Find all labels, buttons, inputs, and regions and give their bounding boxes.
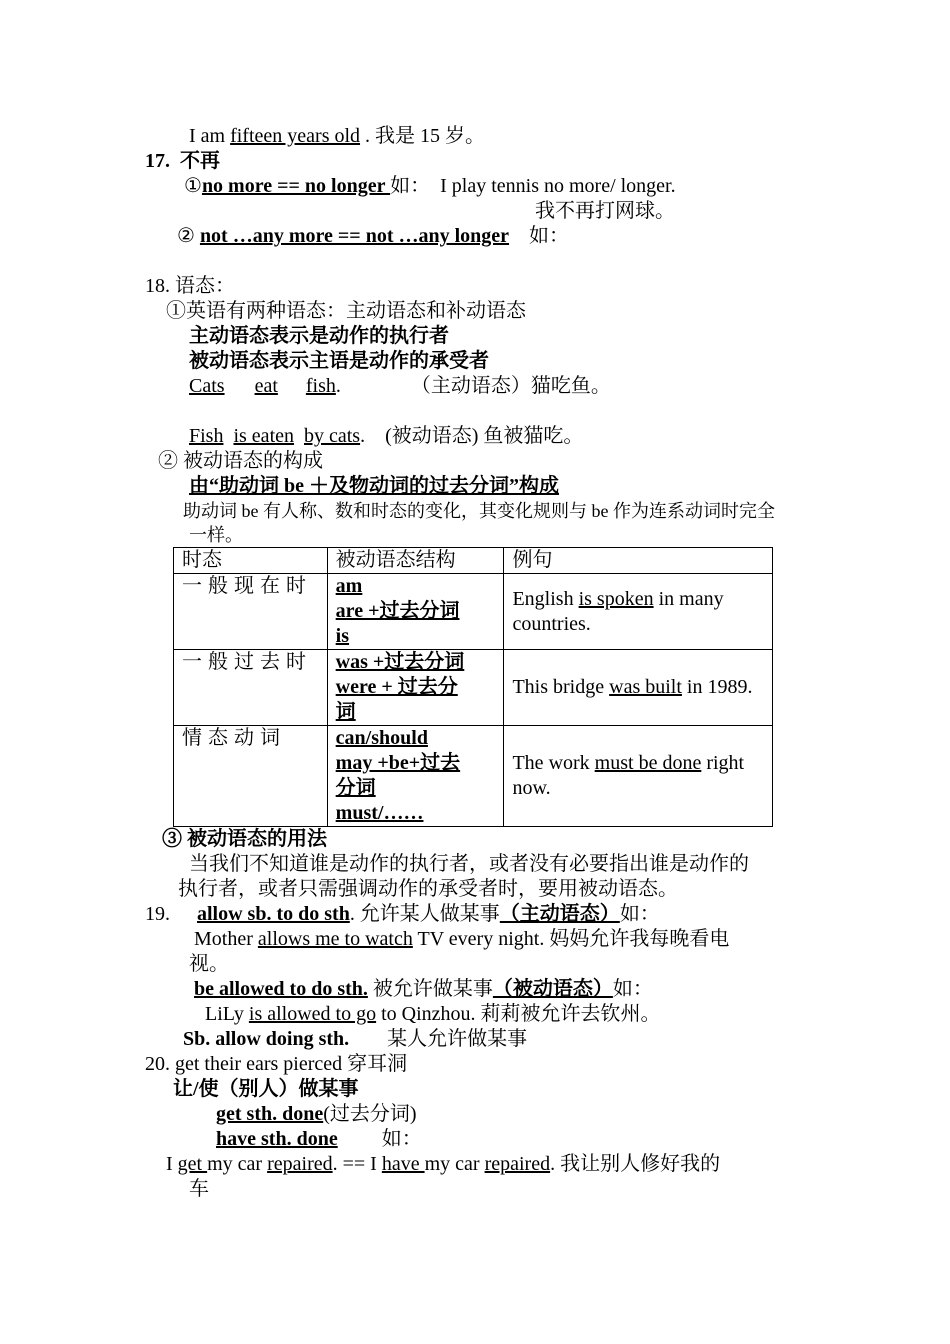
text: TV every night. 妈妈允许我每晚看电 (412, 928, 730, 950)
structure-line: is (335, 625, 350, 647)
structure-line: were + 过去分 (335, 676, 458, 698)
text: . 我是 15 岁。 (360, 125, 486, 147)
underlined-phrase: is allowed to go (248, 1003, 377, 1025)
tense-cell: 情态动词 (174, 726, 328, 827)
example-cell (504, 726, 773, 827)
voice-tag: （主动语态） (499, 903, 620, 925)
phrase-term: no more == no longer (201, 175, 391, 197)
section-19-item-3 (183, 1027, 527, 1052)
structure-line: may +be+过去 (335, 752, 461, 774)
text: my car (424, 1153, 485, 1175)
example-cell (504, 574, 773, 650)
text: . 允许某人做某事 (349, 903, 500, 925)
verb: is eaten (233, 425, 294, 447)
phrase-term: allow sb. to do sth (197, 903, 350, 925)
structure-line: 词 (335, 701, 356, 723)
section-19-example-1-cont: 视。 (189, 953, 229, 975)
structure-line: are +过去分词 (335, 600, 460, 622)
text: . (360, 425, 366, 447)
table-header: 被动语态结构 (327, 548, 504, 574)
tense-cell: 一般现在时 (174, 574, 328, 650)
table-row (174, 650, 773, 726)
table-header-row (174, 548, 773, 574)
label-ru: 如： (381, 1128, 422, 1150)
text: I (166, 1153, 178, 1175)
text: This bridge (512, 676, 610, 698)
phrase-term: Sb. allow doing sth. (183, 1028, 350, 1050)
section-19-item-2 (194, 977, 653, 1002)
structure-cell (327, 574, 504, 650)
text: LiLy (205, 1003, 249, 1025)
underlined-phrase: allows me to watch (257, 928, 413, 950)
passive-voice-table (173, 547, 773, 827)
section-19-heading (145, 902, 660, 927)
section-19-example-2 (205, 1002, 661, 1027)
text: in 1989. (681, 676, 753, 698)
text: . (335, 375, 341, 397)
structure-line: am (335, 575, 363, 597)
underlined-participle: repaired (267, 1153, 333, 1175)
subject: Fish (189, 425, 224, 447)
text: (过去分词) (323, 1103, 417, 1125)
passive-verb: must be done (594, 752, 702, 774)
section-19-example-1 (194, 927, 729, 952)
section-17-item-1-translation: 我不再打网球。 (535, 200, 675, 222)
section-number: 17. (145, 150, 170, 172)
passive-usage-desc-cont: 执行者，或者只需强调动作的承受者时，要用被动语态。 (178, 878, 678, 900)
table-row (174, 574, 773, 650)
section-18-heading: 18. 语态： (145, 275, 235, 297)
section-20-item-1 (216, 1102, 417, 1127)
text: my car (207, 1153, 268, 1175)
phrase-term: not …any more == not …any longer (199, 225, 510, 247)
underlined-participle: repaired (484, 1153, 551, 1175)
passive-voice-definition: 被动语态表示主语是动作的承受者 (189, 350, 489, 372)
underlined-phrase: fifteen years old (230, 125, 361, 147)
structure-cell (327, 650, 504, 726)
passive-verb: is spoken (578, 587, 654, 610)
text: right now. (512, 752, 745, 799)
passive-usage-desc: 当我们不知道谁是动作的执行者，或者没有必要指出谁是动作的 (189, 853, 749, 875)
text: English (512, 587, 579, 610)
section-20-example-cont: 车 (189, 1178, 209, 1200)
label-ru: 如： (390, 175, 431, 197)
text: . 我让别人修好我的 (550, 1153, 721, 1175)
text: to Qinzhou. 莉莉被允许去钦州。 (376, 1003, 661, 1025)
section-18-point-3: ③ 被动语态的用法 (162, 828, 327, 850)
text: in many countries. (512, 587, 724, 635)
subject: Cats (189, 375, 225, 397)
age-example-line (189, 124, 485, 149)
structure-line: can/should (335, 727, 428, 749)
section-20-example (166, 1152, 720, 1177)
table-row (174, 726, 773, 827)
voice-tag: （被动语态） (492, 978, 613, 1000)
item-marker: ① (184, 175, 202, 197)
section-20-heading: 20. get their ears pierced 穿耳洞 (145, 1053, 408, 1075)
phrase-term: be allowed to do sth. (194, 978, 368, 1000)
table-header: 例句 (504, 548, 773, 574)
item-marker: ② (177, 225, 200, 247)
object: fish (305, 375, 336, 397)
underlined-verb: have (381, 1153, 425, 1175)
phrase-term: have sth. done (216, 1128, 338, 1150)
section-17-heading (145, 149, 220, 174)
table-header: 时态 (174, 548, 328, 574)
underlined-verb: get (177, 1153, 208, 1175)
label-ru: 如： (612, 978, 653, 1000)
passive-construction-desc-cont: 一样。 (189, 525, 243, 545)
passive-verb: was built (609, 676, 682, 698)
tense-cell: 一般过去时 (174, 650, 328, 726)
label-ru: 如： (529, 225, 570, 247)
section-20-title: 让/使（别人）做某事 (173, 1078, 359, 1100)
text: I am (189, 125, 231, 147)
passive-example (189, 424, 583, 449)
text: . == I (332, 1153, 382, 1175)
section-18-point-2: ② 被动语态的构成 (158, 450, 323, 472)
text: Mother (194, 928, 258, 950)
section-title: 不再 (180, 150, 220, 172)
section-20-item-2 (216, 1127, 422, 1152)
section-18-point-1: ①英语有两种语态：主动语态和补动语态 (166, 300, 526, 322)
structure-line: must/…… (335, 802, 424, 824)
active-example (189, 374, 611, 399)
text: The work (512, 752, 595, 774)
active-voice-definition: 主动语态表示是动作的执行者 (189, 325, 449, 347)
section-17-item-1 (184, 174, 676, 199)
structure-line: 分词 (335, 777, 376, 799)
label-ru: 如： (619, 903, 660, 925)
structure-cell (327, 726, 504, 827)
passive-construction-desc: 助动词 be 有人称、数和时态的变化，其变化规则与 be 作为连系动词时完全 (183, 501, 775, 521)
example-note: (被动语态) 鱼被猫吃。 (385, 425, 584, 447)
example-note: （主动语态）猫吃鱼。 (410, 375, 611, 397)
section-number: 19. (145, 903, 170, 925)
phrase-term: get sth. done (216, 1103, 324, 1125)
agent: by cats (304, 425, 361, 447)
structure-line: was +过去分词 (335, 651, 465, 673)
passive-construction-rule: 由“助动词 be ＋及物动词的过去分词”构成 (189, 475, 559, 497)
text: 被允许做某事 (367, 978, 493, 1000)
section-17-item-2 (177, 224, 569, 249)
example-cell (504, 650, 773, 726)
example-sentence: I play tennis no more/ longer. (440, 175, 676, 197)
text: 某人允许做某事 (387, 1028, 528, 1050)
verb: eat (254, 375, 278, 397)
